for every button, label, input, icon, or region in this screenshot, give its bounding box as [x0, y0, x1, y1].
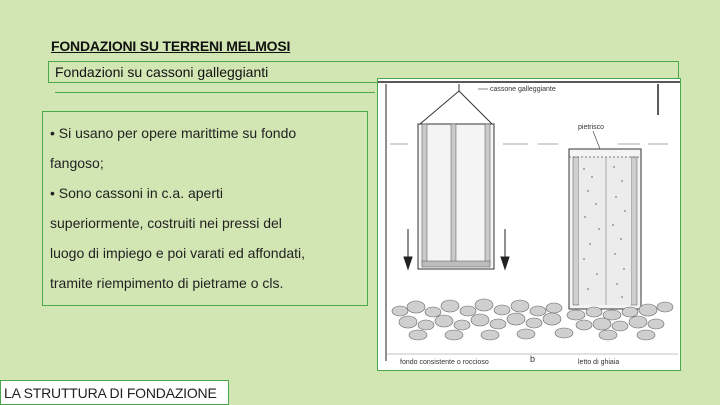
bullet-line: • Si usano per opere marittime su fondo — [50, 125, 297, 141]
arrow-down-icon — [501, 229, 509, 269]
slide-title: FONDAZIONI SU TERRENI MELMOSI — [51, 38, 291, 54]
label-letto: letto di ghiaia — [578, 359, 620, 366]
footer-label: LA STRUTTURA DI FONDAZIONE — [4, 385, 217, 401]
slide-subtitle: Fondazioni su cassoni galleggianti — [55, 64, 375, 93]
bullet-line: luogo di impiego e poi varati ed affondati, — [50, 245, 306, 261]
arrow-down-icon — [404, 229, 412, 269]
bullet-line: • Sono cassoni in c.a. aperti — [50, 185, 223, 201]
bullet-line: fangoso; — [50, 155, 104, 171]
caisson-figure — [377, 78, 681, 371]
bullet-list — [50, 118, 360, 298]
label-b: b — [530, 354, 536, 364]
sunk-caisson — [569, 149, 641, 309]
cable — [420, 91, 459, 124]
bullet-line: superiormente, costruiti nei pressi del — [50, 215, 282, 231]
label-fondo: fondo consistente o roccioso — [400, 359, 489, 366]
label-pietrisco: pietrisco — [578, 124, 605, 131]
floating-caisson — [418, 124, 494, 269]
bullet-line: tramite riempimento di pietrame o cls. — [50, 275, 284, 291]
label-cassone: cassone galleggiante — [490, 86, 556, 93]
cable — [459, 91, 492, 124]
leader-line — [593, 131, 600, 149]
caisson-diagram — [378, 79, 680, 370]
